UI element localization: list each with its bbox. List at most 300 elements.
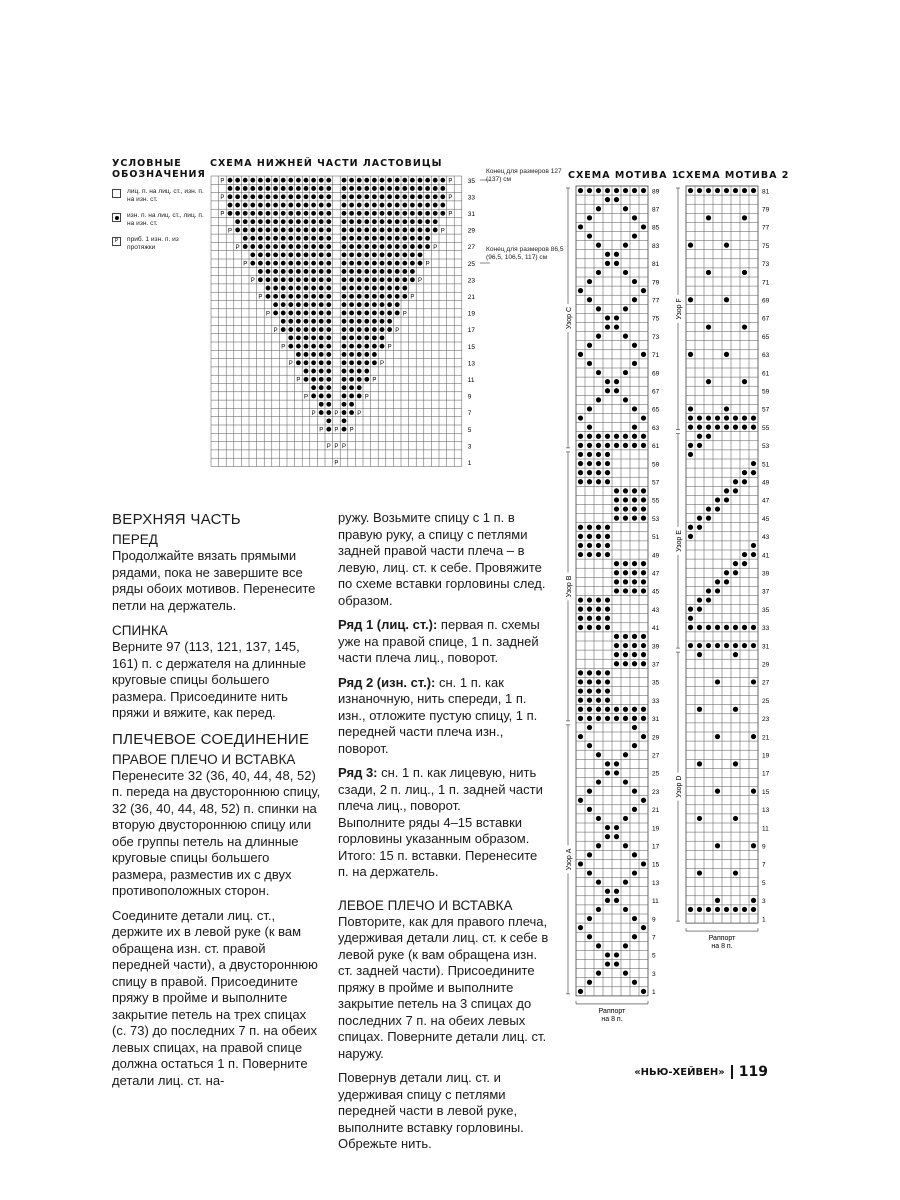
row-label: 15 xyxy=(652,861,660,869)
purl-dot xyxy=(296,178,301,183)
row-label: 67 xyxy=(762,315,770,323)
purl-dot xyxy=(364,369,369,374)
row-label: 11 xyxy=(467,377,475,384)
purl-dot xyxy=(697,625,702,630)
purl-dot xyxy=(632,916,637,921)
legend-title: УСЛОВНЫЕ ОБОЗНАЧЕНИЯ xyxy=(112,158,206,180)
purl-dot xyxy=(319,327,324,332)
purl-dot xyxy=(372,244,377,249)
purl-dot xyxy=(632,934,637,939)
purl-dot xyxy=(587,725,592,730)
purl-dot xyxy=(425,211,430,216)
row-label: 9 xyxy=(467,393,472,401)
purl-dot xyxy=(724,425,729,430)
purl-dot xyxy=(623,370,628,375)
purl-dot xyxy=(596,616,601,621)
increase-mark: P xyxy=(379,361,385,368)
purl-dot xyxy=(632,852,637,857)
paragraph: Перенесите 32 (36, 40, 44, 48, 52) п. переда на двустороннюю спицу, 32 (36, 40, 44, 48, 52) п. спинки на вторую двустороннюю спицу или обе группы петель на длинные круговые спицы большего размера, разместив их с двух противоположных сторон. xyxy=(112,767,321,898)
purl-dot xyxy=(304,311,309,316)
purl-dot xyxy=(641,634,646,639)
purl-dot xyxy=(326,427,331,432)
purl-dot xyxy=(641,506,646,511)
purl-dot xyxy=(587,470,592,475)
purl-dot xyxy=(342,352,347,357)
purl-dot xyxy=(697,597,702,602)
purl-dot xyxy=(751,543,756,548)
purl-dot xyxy=(596,188,601,193)
repeat-label: на 8 п. xyxy=(601,1015,623,1023)
purl-dot xyxy=(724,488,729,493)
purl-dot xyxy=(587,698,592,703)
purl-dot xyxy=(349,369,354,374)
purl-dot xyxy=(349,385,354,390)
row-instruction xyxy=(338,765,550,815)
row-label: 21 xyxy=(652,807,660,815)
purl-dot xyxy=(632,634,637,639)
purl-dot xyxy=(311,186,316,191)
purl-dot xyxy=(296,344,301,349)
purl-dot xyxy=(319,228,324,233)
purl-dot xyxy=(440,186,445,191)
purl-dot xyxy=(364,203,369,208)
purl-dot xyxy=(342,327,347,332)
purl-dot xyxy=(706,625,711,630)
purl-dot xyxy=(587,789,592,794)
purl-dot xyxy=(578,698,583,703)
purl-dot xyxy=(596,670,601,675)
purl-dot xyxy=(304,244,309,249)
row-label: 65 xyxy=(762,333,770,341)
purl-dot xyxy=(281,277,286,282)
purl-dot xyxy=(326,335,331,340)
purl-dot xyxy=(357,236,362,241)
purl-dot xyxy=(311,261,316,266)
row-label: 63 xyxy=(762,352,770,360)
row-label: 77 xyxy=(762,224,770,232)
purl-dot xyxy=(311,327,316,332)
purl-dot xyxy=(410,277,415,282)
purl-dot xyxy=(623,716,628,721)
purl-dot xyxy=(688,534,693,539)
purl-dot xyxy=(433,178,438,183)
purl-dot xyxy=(258,236,263,241)
purl-dot xyxy=(605,479,610,484)
purl-dot xyxy=(614,898,619,903)
purl-dot xyxy=(596,534,601,539)
purl-dot xyxy=(596,334,601,339)
purl-dot xyxy=(311,178,316,183)
purl-dot xyxy=(349,335,354,340)
purl-dot xyxy=(273,203,278,208)
purl-dot xyxy=(288,311,293,316)
purl-dot xyxy=(433,228,438,233)
purl-dot xyxy=(342,369,347,374)
purl-dot xyxy=(372,211,377,216)
purl-dot xyxy=(715,415,720,420)
purl-dot xyxy=(326,286,331,291)
row-label: 65 xyxy=(652,406,660,414)
purl-dot xyxy=(440,203,445,208)
purl-dot xyxy=(288,244,293,249)
row-label: 71 xyxy=(652,352,660,360)
paragraph: Выполните ряды 4–15 вставки горловины указанным образом. Итого: 15 п. вставки. Перенесите п. на держатель. xyxy=(338,814,538,879)
purl-dot xyxy=(357,319,362,324)
purl-dot xyxy=(387,178,392,183)
row-label: 19 xyxy=(467,310,476,318)
purl-dot xyxy=(349,252,354,257)
row-label: 75 xyxy=(652,315,660,323)
purl-dot xyxy=(304,194,309,199)
purl-dot xyxy=(235,178,240,183)
increase-mark: P xyxy=(334,444,339,451)
purl-dot xyxy=(288,335,293,340)
increase-mark: P xyxy=(303,394,309,401)
purl-dot xyxy=(706,588,711,593)
purl-dot xyxy=(311,335,316,340)
purl-dot xyxy=(372,302,377,307)
purl-dot xyxy=(364,311,369,316)
row-label: 27 xyxy=(467,244,476,252)
purl-dot xyxy=(296,203,301,208)
row-label: 89 xyxy=(652,188,660,196)
purl-dot xyxy=(578,688,583,693)
purl-dot xyxy=(614,834,619,839)
purl-dot xyxy=(273,286,278,291)
purl-dot xyxy=(380,228,385,233)
purl-dot xyxy=(296,186,301,191)
purl-dot xyxy=(304,319,309,324)
purl-dot xyxy=(605,534,610,539)
purl-dot xyxy=(706,270,711,275)
purl-dot xyxy=(688,525,693,530)
row-label: 37 xyxy=(652,661,660,669)
row-label: Ряд 3: xyxy=(338,765,378,780)
purl-dot xyxy=(349,211,354,216)
purl-dot xyxy=(296,335,301,340)
purl-dot xyxy=(243,178,248,183)
purl-dot xyxy=(266,269,271,274)
row-label: 51 xyxy=(762,461,770,469)
purl-dot xyxy=(742,643,747,648)
purl-dot xyxy=(326,244,331,249)
purl-dot xyxy=(296,236,301,241)
purl-dot xyxy=(596,306,601,311)
purl-dot xyxy=(258,269,263,274)
purl-dot xyxy=(273,294,278,299)
purl-dot xyxy=(319,360,324,365)
purl-dot xyxy=(357,344,362,349)
purl-dot xyxy=(706,434,711,439)
purl-dot xyxy=(311,269,316,274)
purl-dot xyxy=(296,211,301,216)
purl-dot xyxy=(296,311,301,316)
purl-dot xyxy=(281,269,286,274)
row-label: 7 xyxy=(762,861,766,869)
purl-dot xyxy=(402,244,407,249)
purl-dot xyxy=(319,294,324,299)
purl-dot xyxy=(296,269,301,274)
purl-dot xyxy=(715,579,720,584)
purl-dot xyxy=(311,369,316,374)
purl-dot xyxy=(395,203,400,208)
purl-dot xyxy=(357,219,362,224)
purl-dot xyxy=(357,360,362,365)
purl-dot xyxy=(402,252,407,257)
purl-dot xyxy=(326,385,331,390)
purl-dot xyxy=(433,211,438,216)
purl-dot xyxy=(402,236,407,241)
purl-dot xyxy=(395,277,400,282)
purl-dot xyxy=(235,219,240,224)
row-text: первая п. схемы уже на правой спице, 1 п. задней части плеча лиц., поворот. xyxy=(338,617,540,665)
purl-dot xyxy=(587,870,592,875)
purl-dot xyxy=(304,294,309,299)
text-column-1 xyxy=(112,510,324,1097)
purl-dot xyxy=(596,707,601,712)
purl-dot xyxy=(410,186,415,191)
purl-dot xyxy=(372,186,377,191)
purl-dot xyxy=(623,506,628,511)
increase-mark: P xyxy=(273,327,278,334)
purl-dot xyxy=(364,360,369,365)
purl-dot xyxy=(349,327,354,332)
row-label: 23 xyxy=(467,277,476,285)
purl-dot xyxy=(578,352,583,357)
purl-dot xyxy=(311,244,316,249)
purl-dot xyxy=(418,252,423,257)
purl-dot xyxy=(380,178,385,183)
purl-dot xyxy=(387,203,392,208)
purl-dot xyxy=(319,252,324,257)
purl-dot xyxy=(304,236,309,241)
purl-dot xyxy=(641,516,646,521)
purl-dot xyxy=(380,302,385,307)
purl-dot xyxy=(742,188,747,193)
legend-text: лиц. п. на лиц. ст., изн. п. на изн. ст. xyxy=(127,188,204,203)
purl-dot xyxy=(418,186,423,191)
purl-dot xyxy=(326,418,331,423)
purl-dot xyxy=(742,270,747,275)
row-label: 9 xyxy=(652,916,656,924)
row-label: 5 xyxy=(467,426,472,434)
purl-dot xyxy=(266,211,271,216)
purl-dot xyxy=(326,194,331,199)
purl-dot xyxy=(243,203,248,208)
purl-dot xyxy=(578,543,583,548)
row-label: 11 xyxy=(762,825,769,833)
purl-dot xyxy=(632,870,637,875)
purl-dot xyxy=(357,178,362,183)
purl-dot xyxy=(733,561,738,566)
purl-dot xyxy=(288,203,293,208)
row-label: 73 xyxy=(652,333,660,341)
purl-dot xyxy=(319,377,324,382)
row-label: 13 xyxy=(762,807,770,815)
increase-mark: P xyxy=(417,278,423,285)
purl-dot xyxy=(641,443,646,448)
purl-dot xyxy=(706,643,711,648)
purl-dot xyxy=(596,270,601,275)
purl-dot xyxy=(587,552,592,557)
purl-dot xyxy=(273,211,278,216)
purl-dot xyxy=(596,397,601,402)
row-label: 61 xyxy=(762,370,770,378)
purl-dot xyxy=(304,360,309,365)
purl-dot xyxy=(578,415,583,420)
row-label: 17 xyxy=(652,843,660,851)
purl-dot xyxy=(614,261,619,266)
purl-dot xyxy=(311,294,316,299)
row-label: 45 xyxy=(652,588,660,596)
increase-mark: P xyxy=(372,377,377,384)
purl-dot xyxy=(273,219,278,224)
purl-dot xyxy=(641,570,646,575)
purl-dot xyxy=(387,244,392,249)
purl-dot xyxy=(410,261,415,266)
purl-dot xyxy=(587,525,592,530)
purl-dot xyxy=(688,352,693,357)
purl-dot xyxy=(372,311,377,316)
purl-dot xyxy=(425,244,430,249)
purl-dot xyxy=(596,943,601,948)
purl-dot xyxy=(605,688,610,693)
purl-dot xyxy=(614,252,619,257)
purl-dot xyxy=(342,294,347,299)
purl-dot xyxy=(357,302,362,307)
purl-dot xyxy=(372,294,377,299)
purl-dot xyxy=(697,652,702,657)
purl-dot xyxy=(326,252,331,257)
purl-dot xyxy=(243,186,248,191)
purl-dot xyxy=(587,980,592,985)
purl-dot xyxy=(641,352,646,357)
purl-dot xyxy=(623,397,628,402)
purl-dot xyxy=(697,816,702,821)
purl-dot xyxy=(364,302,369,307)
row-label: 55 xyxy=(762,424,770,432)
purl-dot xyxy=(587,425,592,430)
purl-dot xyxy=(578,597,583,602)
purl-dot xyxy=(641,925,646,930)
purl-dot xyxy=(706,379,711,384)
purl-dot xyxy=(319,286,324,291)
purl-dot xyxy=(578,625,583,630)
purl-dot xyxy=(418,178,423,183)
row-label: 43 xyxy=(652,606,660,614)
purl-dot xyxy=(587,452,592,457)
purl-dot xyxy=(596,452,601,457)
motif2-chart xyxy=(670,180,795,951)
purl-dot xyxy=(751,734,756,739)
purl-dot xyxy=(751,898,756,903)
purl-dot xyxy=(733,488,738,493)
purl-dot xyxy=(380,252,385,257)
row-label: 47 xyxy=(652,570,660,578)
purl-dot xyxy=(235,203,240,208)
purl-dot xyxy=(380,277,385,282)
purl-dot xyxy=(632,361,637,366)
row-label: 23 xyxy=(762,716,770,724)
purl-dot xyxy=(395,244,400,249)
row-label: 43 xyxy=(762,534,770,542)
purl-dot xyxy=(288,178,293,183)
purl-dot xyxy=(342,394,347,399)
purl-dot xyxy=(357,286,362,291)
row-label: 41 xyxy=(762,552,770,560)
purl-dot xyxy=(342,377,347,382)
purl-dot xyxy=(697,516,702,521)
purl-dot xyxy=(596,843,601,848)
purl-dot xyxy=(587,607,592,612)
purl-dot xyxy=(697,643,702,648)
purl-dot xyxy=(697,707,702,712)
purl-dot xyxy=(228,178,233,183)
purl-dot xyxy=(357,327,362,332)
purl-dot xyxy=(410,178,415,183)
purl-dot xyxy=(357,311,362,316)
purl-dot xyxy=(250,186,255,191)
purl-dot xyxy=(742,215,747,220)
purl-dot xyxy=(288,269,293,274)
purl-dot xyxy=(623,643,628,648)
purl-dot xyxy=(372,194,377,199)
purl-dot xyxy=(578,288,583,293)
row-label: 3 xyxy=(467,443,472,451)
purl-dot xyxy=(319,369,324,374)
purl-dot xyxy=(342,178,347,183)
purl-dot xyxy=(614,434,619,439)
purl-dot xyxy=(706,215,711,220)
purl-dot xyxy=(605,552,610,557)
purl-dot xyxy=(364,178,369,183)
purl-dot xyxy=(304,186,309,191)
purl-dot xyxy=(228,186,233,191)
purl-dot xyxy=(319,261,324,266)
purl-dot xyxy=(742,425,747,430)
purl-dot xyxy=(697,607,702,612)
purl-dot xyxy=(288,219,293,224)
purl-dot xyxy=(688,443,693,448)
purl-dot xyxy=(304,203,309,208)
row-label: 75 xyxy=(762,242,770,250)
purl-dot xyxy=(605,197,610,202)
purl-dot xyxy=(596,679,601,684)
purl-dot xyxy=(614,561,619,566)
row-label: 59 xyxy=(652,461,660,469)
purl-dot xyxy=(623,971,628,976)
purl-dot xyxy=(623,943,628,948)
purl-dot xyxy=(724,907,729,912)
purl-dot xyxy=(319,203,324,208)
row-label: 11 xyxy=(652,898,659,906)
purl-dot xyxy=(632,807,637,812)
purl-dot xyxy=(605,825,610,830)
paragraph: Повторите, как для правого плеча, удерживая детали лиц. ст. к себе в левой руке (к вам обращена изн. ст. задней части). Присоедините пряжу в пройме и выполните закрытие петель на 3 спицах до последних 7 п. на обеих левых спицах. Поверните детали лиц. ст. наружу. xyxy=(338,913,549,1061)
purl-dot xyxy=(243,244,248,249)
purl-dot xyxy=(304,302,309,307)
row-label: 33 xyxy=(652,697,660,705)
row-label: 31 xyxy=(652,716,660,724)
purl-dot xyxy=(273,244,278,249)
purl-dot xyxy=(357,244,362,249)
purl-dot xyxy=(641,588,646,593)
purl-dot xyxy=(319,394,324,399)
purl-dot xyxy=(311,377,316,382)
purl-dot xyxy=(364,186,369,191)
purl-dot xyxy=(587,297,592,302)
purl-dot xyxy=(250,244,255,249)
